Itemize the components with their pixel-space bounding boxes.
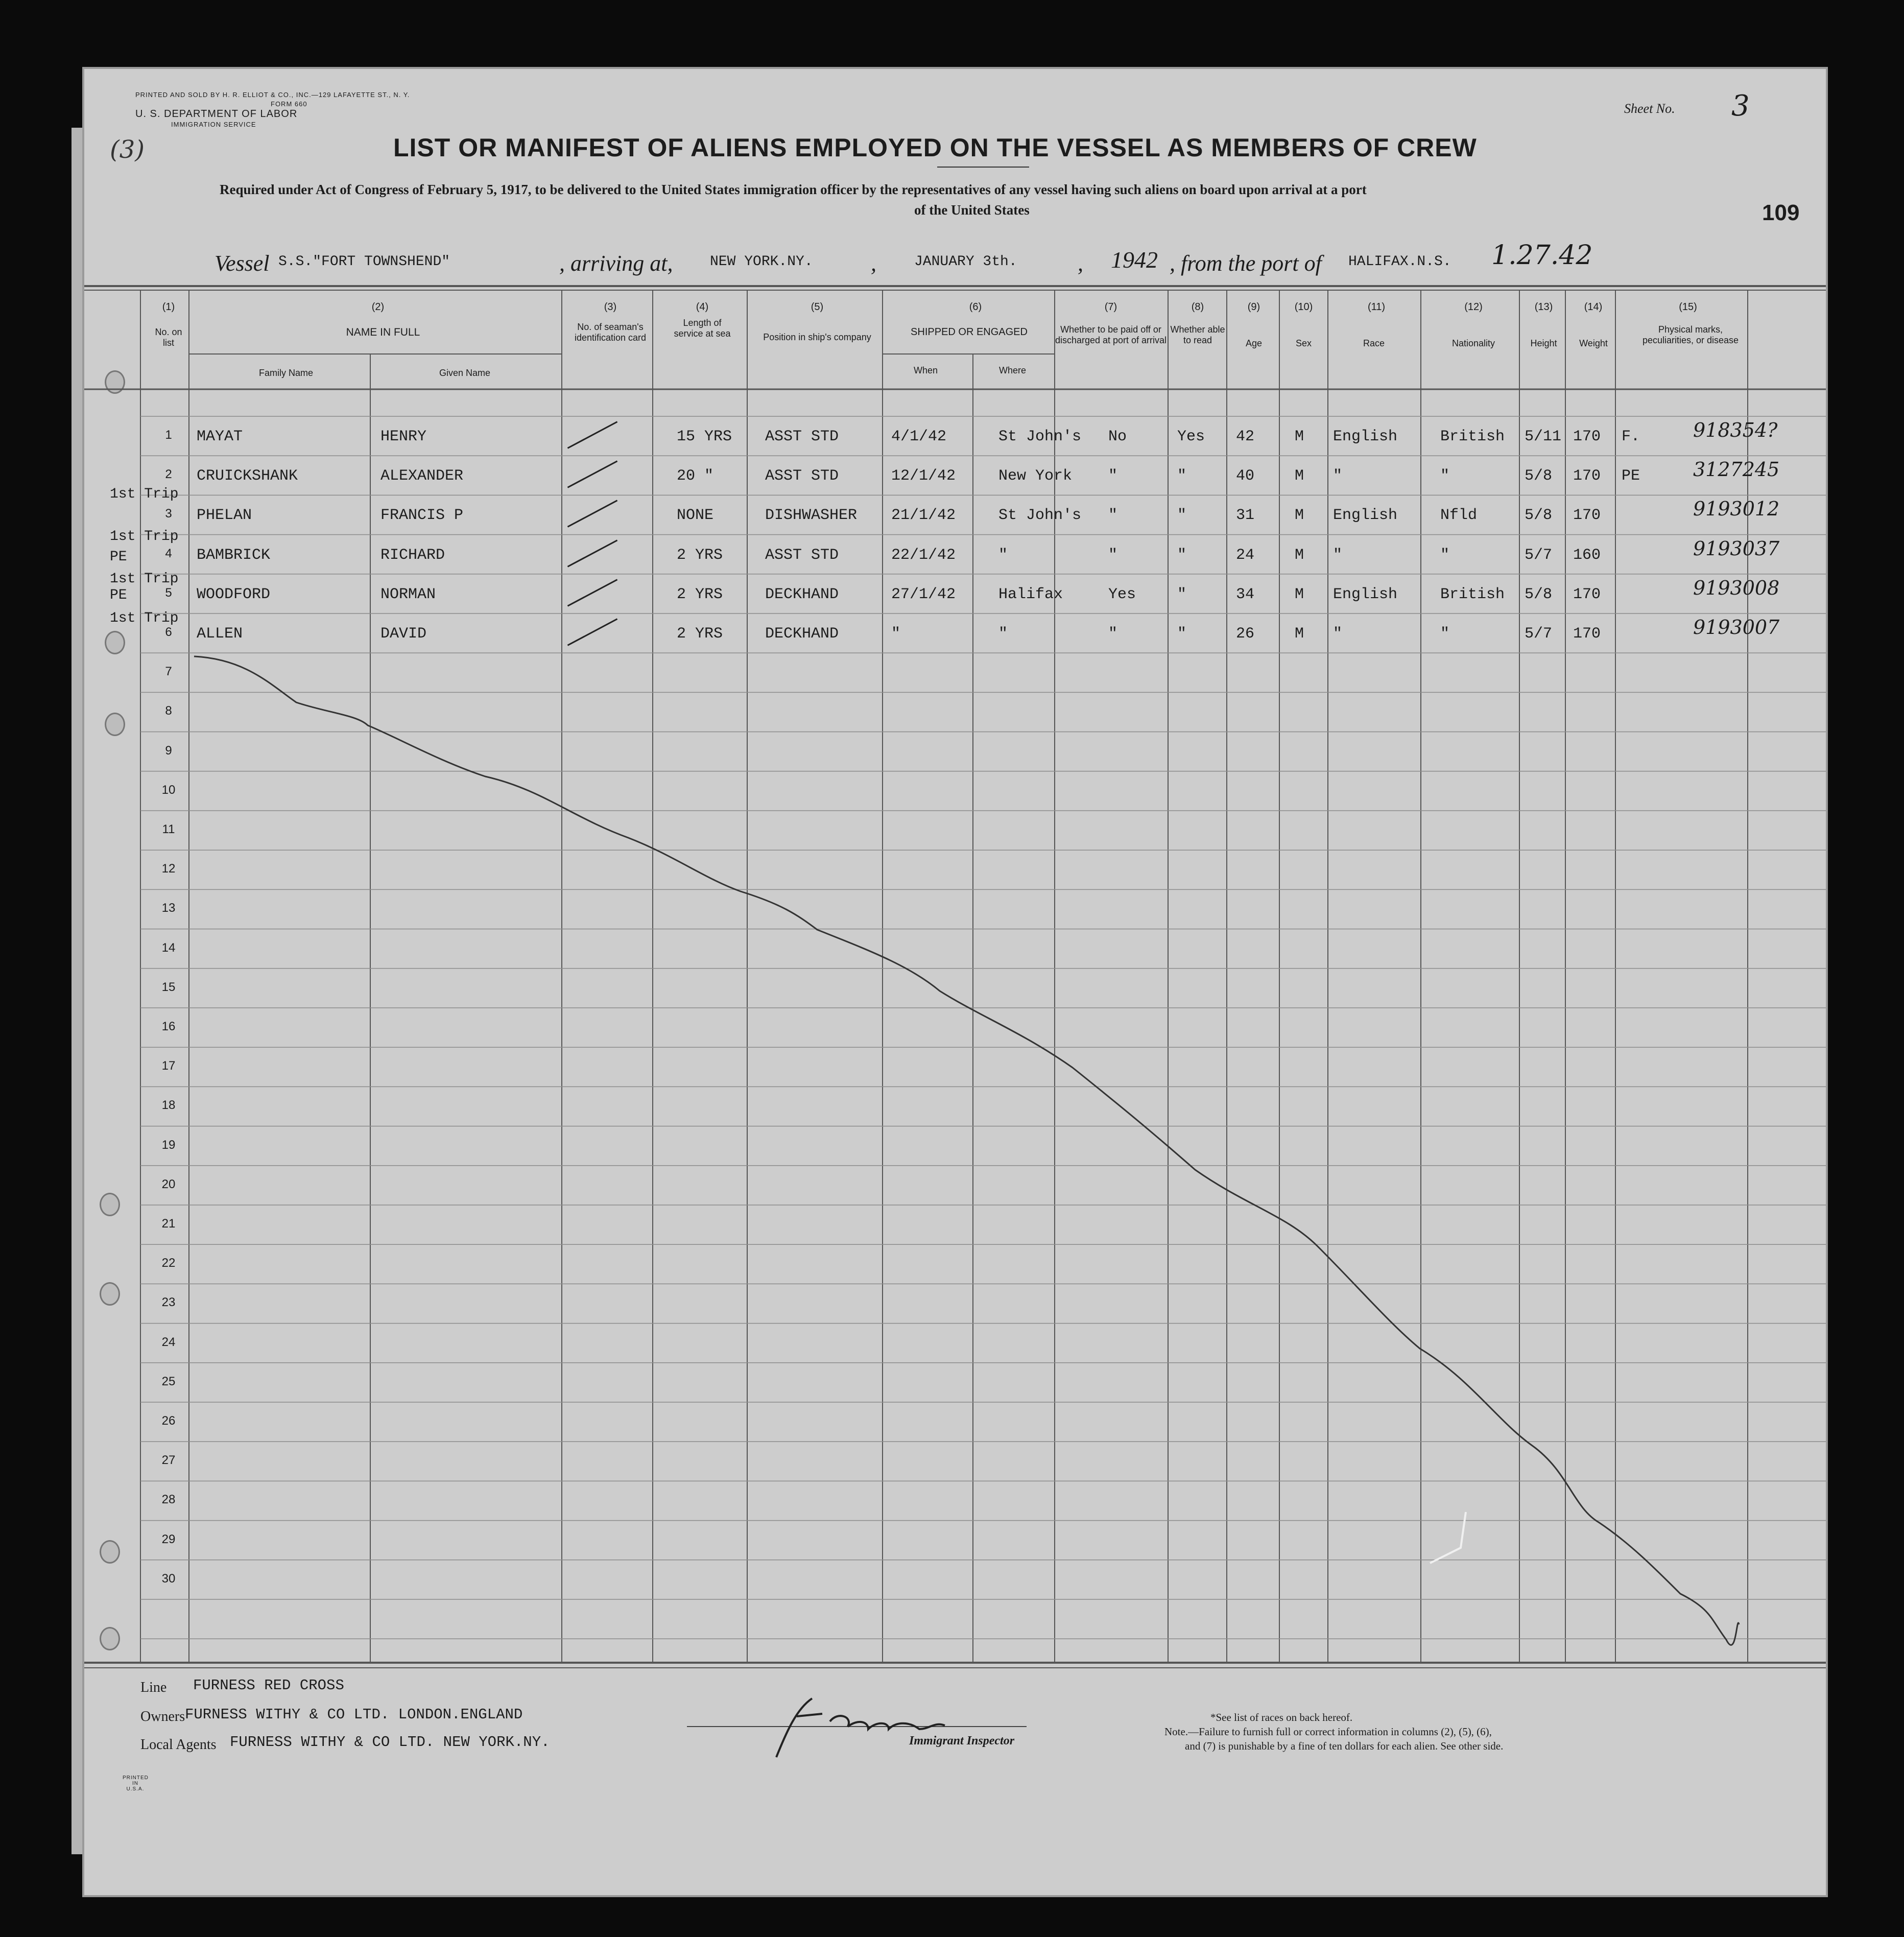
crew-cell-nationality: British — [1440, 585, 1505, 603]
col-1-label: No. on list — [155, 327, 182, 348]
crew-cell-paid-off: " — [1108, 467, 1118, 485]
crew-cell-hand: 9193012 — [1693, 498, 1780, 521]
arriving-port: NEW YORK.NY. — [710, 254, 813, 270]
row-number: 17 — [161, 1059, 176, 1073]
crew-cell-sex: M — [1295, 507, 1304, 525]
crew-cell-age: 42 — [1236, 428, 1255, 445]
crew-cell-no: 5 — [165, 585, 172, 600]
crew-cell-where: St John's — [998, 428, 1082, 445]
crew-cell-paid-off: Yes — [1108, 585, 1136, 603]
row-number: 14 — [161, 940, 176, 955]
crew-cell-given: NORMAN — [380, 585, 436, 603]
crew-cell-hand: 3127245 — [1693, 458, 1780, 481]
line-label: Line — [140, 1680, 167, 1695]
crew-cell-marks: F. — [1622, 428, 1640, 445]
crew-cell-race: English — [1333, 507, 1398, 525]
col-14-label: Weight — [1579, 338, 1608, 348]
col-15-label: Physical marks, peculiarities, or disease — [1642, 324, 1739, 345]
col-12-num: (12) — [1464, 301, 1483, 313]
crew-cell-family: BAMBRICK — [197, 546, 271, 564]
row-number: 10 — [161, 783, 176, 797]
row-number: 13 — [161, 901, 176, 915]
crew-cell-age: 24 — [1236, 546, 1255, 564]
crew-cell-where: Halifax — [998, 585, 1063, 603]
crew-cell-weight: 160 — [1573, 546, 1601, 564]
col-6-num: (6) — [969, 301, 982, 313]
col-10-num: (10) — [1294, 301, 1313, 313]
row-number: 23 — [161, 1295, 176, 1310]
arrival-date: JANUARY 3th. — [914, 254, 1017, 270]
crew-cell-sex: M — [1295, 546, 1304, 564]
page-title: LIST OR MANIFEST OF ALIENS EMPLOYED ON THE VESSEL AS MEMBERS OF CREW — [393, 133, 1477, 162]
crew-cell-weight: 170 — [1573, 507, 1601, 525]
crew-cell-race: English — [1333, 428, 1398, 445]
col-13-num: (13) — [1534, 301, 1553, 313]
printer-line: PRINTED AND SOLD BY H. R. ELLIOT & CO., INC.—129 LAFAYETTE ST., N. Y. — [135, 91, 410, 99]
printed-mark: PRINTED IN U.S.A. — [123, 1775, 149, 1792]
row-number: 22 — [161, 1256, 176, 1270]
vessel-name: S.S."FORT TOWNSHEND" — [278, 254, 450, 270]
row-number: 20 — [161, 1177, 176, 1191]
crew-cell-service: 20 " — [677, 467, 714, 485]
department-name: U. S. DEPARTMENT OF LABOR — [135, 108, 298, 120]
row-number: 8 — [165, 704, 172, 718]
col-3-num: (3) — [604, 301, 617, 313]
crew-cell-race: " — [1333, 467, 1343, 485]
col-6-label: SHIPPED OR ENGAGED — [911, 326, 1028, 338]
crew-cell-hand: 9193007 — [1693, 616, 1780, 639]
crew-cell-when: 21/1/42 — [891, 507, 956, 525]
crew-cell-where: St John's — [998, 507, 1082, 525]
col-5-label: Position in ship's company — [763, 332, 871, 342]
crew-cell-no: 2 — [165, 467, 172, 482]
col-11-num: (11) — [1367, 301, 1386, 313]
crew-cell-no: 1 — [165, 428, 172, 442]
crew-cell-position: DISHWASHER — [765, 507, 858, 525]
crew-cell-race: English — [1333, 585, 1398, 603]
row-number: 24 — [161, 1335, 176, 1349]
crew-cell-given: RICHARD — [380, 546, 445, 564]
crew-cell-hand: 9193037 — [1693, 537, 1780, 560]
crew-cell-no: 6 — [165, 625, 172, 639]
line-name: FURNESS RED CROSS — [193, 1677, 344, 1694]
col-9-num: (9) — [1247, 301, 1260, 313]
crew-cell-family: WOODFORD — [197, 585, 271, 603]
crew-cell-weight: 170 — [1573, 625, 1601, 643]
form-number: FORM 660 — [271, 100, 307, 108]
crew-cell-family: PHELAN — [197, 507, 252, 525]
row-number: 7 — [165, 665, 172, 679]
page-number: 109 — [1762, 200, 1800, 225]
crew-cell-position: DECKHAND — [765, 625, 839, 643]
row-number: 18 — [161, 1098, 176, 1113]
crew-cell-given: DAVID — [380, 625, 427, 643]
from-port: HALIFAX.N.S. — [1348, 254, 1451, 270]
crew-cell-height: 5/8 — [1525, 507, 1553, 525]
crew-cell-where: " — [998, 546, 1008, 564]
row-number: 26 — [161, 1414, 176, 1428]
crew-cell-sex: M — [1295, 585, 1304, 603]
row-number: 19 — [161, 1138, 176, 1152]
crew-cell-hand: 918354? — [1693, 419, 1778, 441]
col-1-num: (1) — [162, 301, 175, 313]
row-number: 29 — [161, 1532, 176, 1546]
crew-cell-paid-off: " — [1108, 507, 1118, 525]
crew-cell-service: 2 YRS — [677, 585, 723, 603]
crew-cell-read: " — [1177, 546, 1187, 564]
crew-cell-service: NONE — [677, 507, 714, 525]
crew-cell-height: 5/8 — [1525, 585, 1553, 603]
crew-cell-nationality: " — [1440, 467, 1450, 485]
penalty-note-1: Note.—Failure to furnish full or correct information in columns (2), (5), (6), — [1164, 1726, 1492, 1738]
crew-cell-race: " — [1333, 546, 1343, 564]
crew-cell-read: " — [1177, 585, 1187, 603]
row-number: 9 — [165, 743, 172, 758]
crew-cell-nationality: " — [1440, 546, 1450, 564]
col-2-family-label: Family Name — [258, 368, 313, 378]
crew-cell-position: DECKHAND — [765, 585, 839, 603]
crew-cell-read: " — [1177, 625, 1187, 643]
crew-cell-nationality: British — [1440, 428, 1505, 445]
crew-cell-height: 5/7 — [1525, 546, 1553, 564]
col-6-when-label: When — [913, 365, 938, 375]
col-4-num: (4) — [696, 301, 709, 313]
col-6-where-label: Where — [998, 365, 1026, 375]
crew-cell-race: " — [1333, 625, 1343, 643]
margin-note: PE — [110, 587, 127, 603]
margin-handwritten-number: (3) — [110, 135, 145, 164]
date-separator: , — [871, 251, 876, 276]
col-2-num: (2) — [371, 301, 385, 313]
crew-cell-weight: 170 — [1573, 428, 1601, 445]
crew-cell-read: " — [1177, 507, 1187, 525]
col-3-label: No. of seaman's identification card — [574, 322, 647, 343]
owners-name: FURNESS WITHY & CO LTD. LONDON.ENGLAND — [185, 1706, 523, 1723]
crew-cell-when: " — [891, 625, 901, 643]
crew-cell-position: ASST STD — [765, 428, 839, 445]
crew-cell-sex: M — [1295, 467, 1304, 485]
crew-cell-height: 5/7 — [1525, 625, 1553, 643]
col-13-label: Height — [1530, 338, 1557, 348]
sheet-number: 3 — [1731, 89, 1750, 123]
crew-cell-service: 2 YRS — [677, 546, 723, 564]
subtitle-line-1: Required under Act of Congress of February 5, 1917, to be delivered to the United States immigration officer by the representatives of any vessel having such aliens on board upon arrival at a port — [220, 182, 1367, 197]
year-separator: , — [1078, 251, 1083, 276]
from-port-label: , from the port of — [1170, 251, 1322, 276]
owners-label: Owners — [140, 1709, 185, 1725]
crew-cell-family: CRUICKSHANK — [197, 467, 298, 485]
col-7-num: (7) — [1104, 301, 1117, 313]
crew-cell-paid-off: " — [1108, 546, 1118, 564]
crew-cell-given: ALEXANDER — [380, 467, 464, 485]
handwritten-date: 1.27.42 — [1491, 240, 1593, 271]
col-12-label: Nationality — [1451, 338, 1495, 348]
crew-cell-given: HENRY — [380, 428, 427, 445]
crew-cell-when: 22/1/42 — [891, 546, 956, 564]
crew-cell-weight: 170 — [1573, 585, 1601, 603]
agents-label: Local Agents — [140, 1737, 217, 1753]
col-14-num: (14) — [1584, 301, 1603, 313]
crew-cell-age: 26 — [1236, 625, 1255, 643]
col-8-label: Whether able to read — [1170, 324, 1225, 345]
crew-cell-sex: M — [1295, 625, 1304, 643]
row-number: 27 — [161, 1453, 176, 1468]
crew-cell-nationality: " — [1440, 625, 1450, 643]
col-4-label: Length of service at sea — [674, 318, 731, 339]
crew-cell-nationality: Nfld — [1440, 507, 1478, 525]
cancel-line — [194, 656, 1739, 1645]
subtitle-line-2: of the United States — [914, 202, 1030, 218]
col-9-label: Age — [1245, 338, 1263, 348]
crew-cell-position: ASST STD — [765, 546, 839, 564]
arrival-year: 1942 — [1111, 247, 1158, 273]
crew-cell-no: 3 — [165, 507, 172, 521]
crew-cell-where: New York — [998, 467, 1073, 485]
row-number: 11 — [162, 822, 175, 836]
inspector-label: Immigrant Inspector — [909, 1734, 1015, 1747]
arriving-label: , arriving at, — [559, 251, 673, 276]
crew-cell-where: " — [998, 625, 1008, 643]
col-15-num: (15) — [1679, 301, 1697, 313]
sheet-label: Sheet No. — [1624, 101, 1675, 116]
col-7-label: Whether to be paid off or discharged at port of arrival — [1055, 324, 1167, 345]
crew-cell-family: ALLEN — [197, 625, 243, 643]
col-2-given-label: Given Name — [439, 368, 491, 378]
crew-cell-paid-off: " — [1108, 625, 1118, 643]
crew-cell-given: FRANCIS P — [380, 507, 464, 525]
row-number: 25 — [161, 1374, 176, 1388]
margin-note: PE — [110, 549, 127, 565]
crew-cell-age: 40 — [1236, 467, 1255, 485]
crew-cell-age: 34 — [1236, 585, 1255, 603]
crew-cell-position: ASST STD — [765, 467, 839, 485]
races-note: *See list of races on back hereof. — [1210, 1711, 1353, 1723]
vessel-label: Vessel — [215, 251, 270, 276]
crew-cell-when: 4/1/42 — [891, 428, 947, 445]
col-8-num: (8) — [1191, 301, 1204, 313]
penalty-note-2: and (7) is punishable by a fine of ten dollars for each alien. See other side. — [1185, 1740, 1504, 1752]
crew-cell-sex: M — [1295, 428, 1304, 445]
col-10-label: Sex — [1295, 338, 1312, 348]
crew-cell-read: Yes — [1177, 428, 1205, 445]
crew-cell-no: 4 — [165, 546, 172, 560]
col-11-label: Race — [1363, 338, 1385, 348]
margin-note: 1st Trip — [110, 571, 179, 587]
crew-cell-family: MAYAT — [197, 428, 243, 445]
agents-name: FURNESS WITHY & CO LTD. NEW YORK.NY. — [230, 1734, 550, 1751]
col-5-num: (5) — [811, 301, 824, 313]
row-number: 12 — [161, 862, 176, 876]
crew-cell-height: 5/8 — [1525, 467, 1553, 485]
row-number: 16 — [161, 1020, 176, 1033]
row-number: 15 — [161, 980, 176, 994]
crew-cell-age: 31 — [1236, 507, 1255, 525]
crew-cell-service: 15 YRS — [677, 428, 732, 445]
service-name: IMMIGRATION SERVICE — [171, 121, 256, 128]
margin-note: 1st Trip — [110, 610, 179, 626]
row-number: 28 — [161, 1493, 176, 1507]
col-2-label: NAME IN FULL — [346, 326, 420, 338]
crew-cell-weight: 170 — [1573, 467, 1601, 485]
crew-cell-hand: 9193008 — [1693, 576, 1780, 599]
row-number: 30 — [161, 1571, 176, 1586]
crew-cell-height: 5/11 — [1525, 428, 1562, 445]
crew-cell-when: 27/1/42 — [891, 585, 956, 603]
crew-cell-when: 12/1/42 — [891, 467, 956, 485]
crew-cell-service: 2 YRS — [677, 625, 723, 643]
crew-cell-marks: PE — [1622, 467, 1640, 485]
row-number: 21 — [161, 1217, 176, 1231]
crew-cell-paid-off: No — [1108, 428, 1127, 445]
crew-cell-read: " — [1177, 467, 1187, 485]
margin-note: 1st Trip — [110, 486, 179, 502]
inspector-signature — [776, 1698, 945, 1757]
margin-note: 1st Trip — [110, 529, 179, 545]
